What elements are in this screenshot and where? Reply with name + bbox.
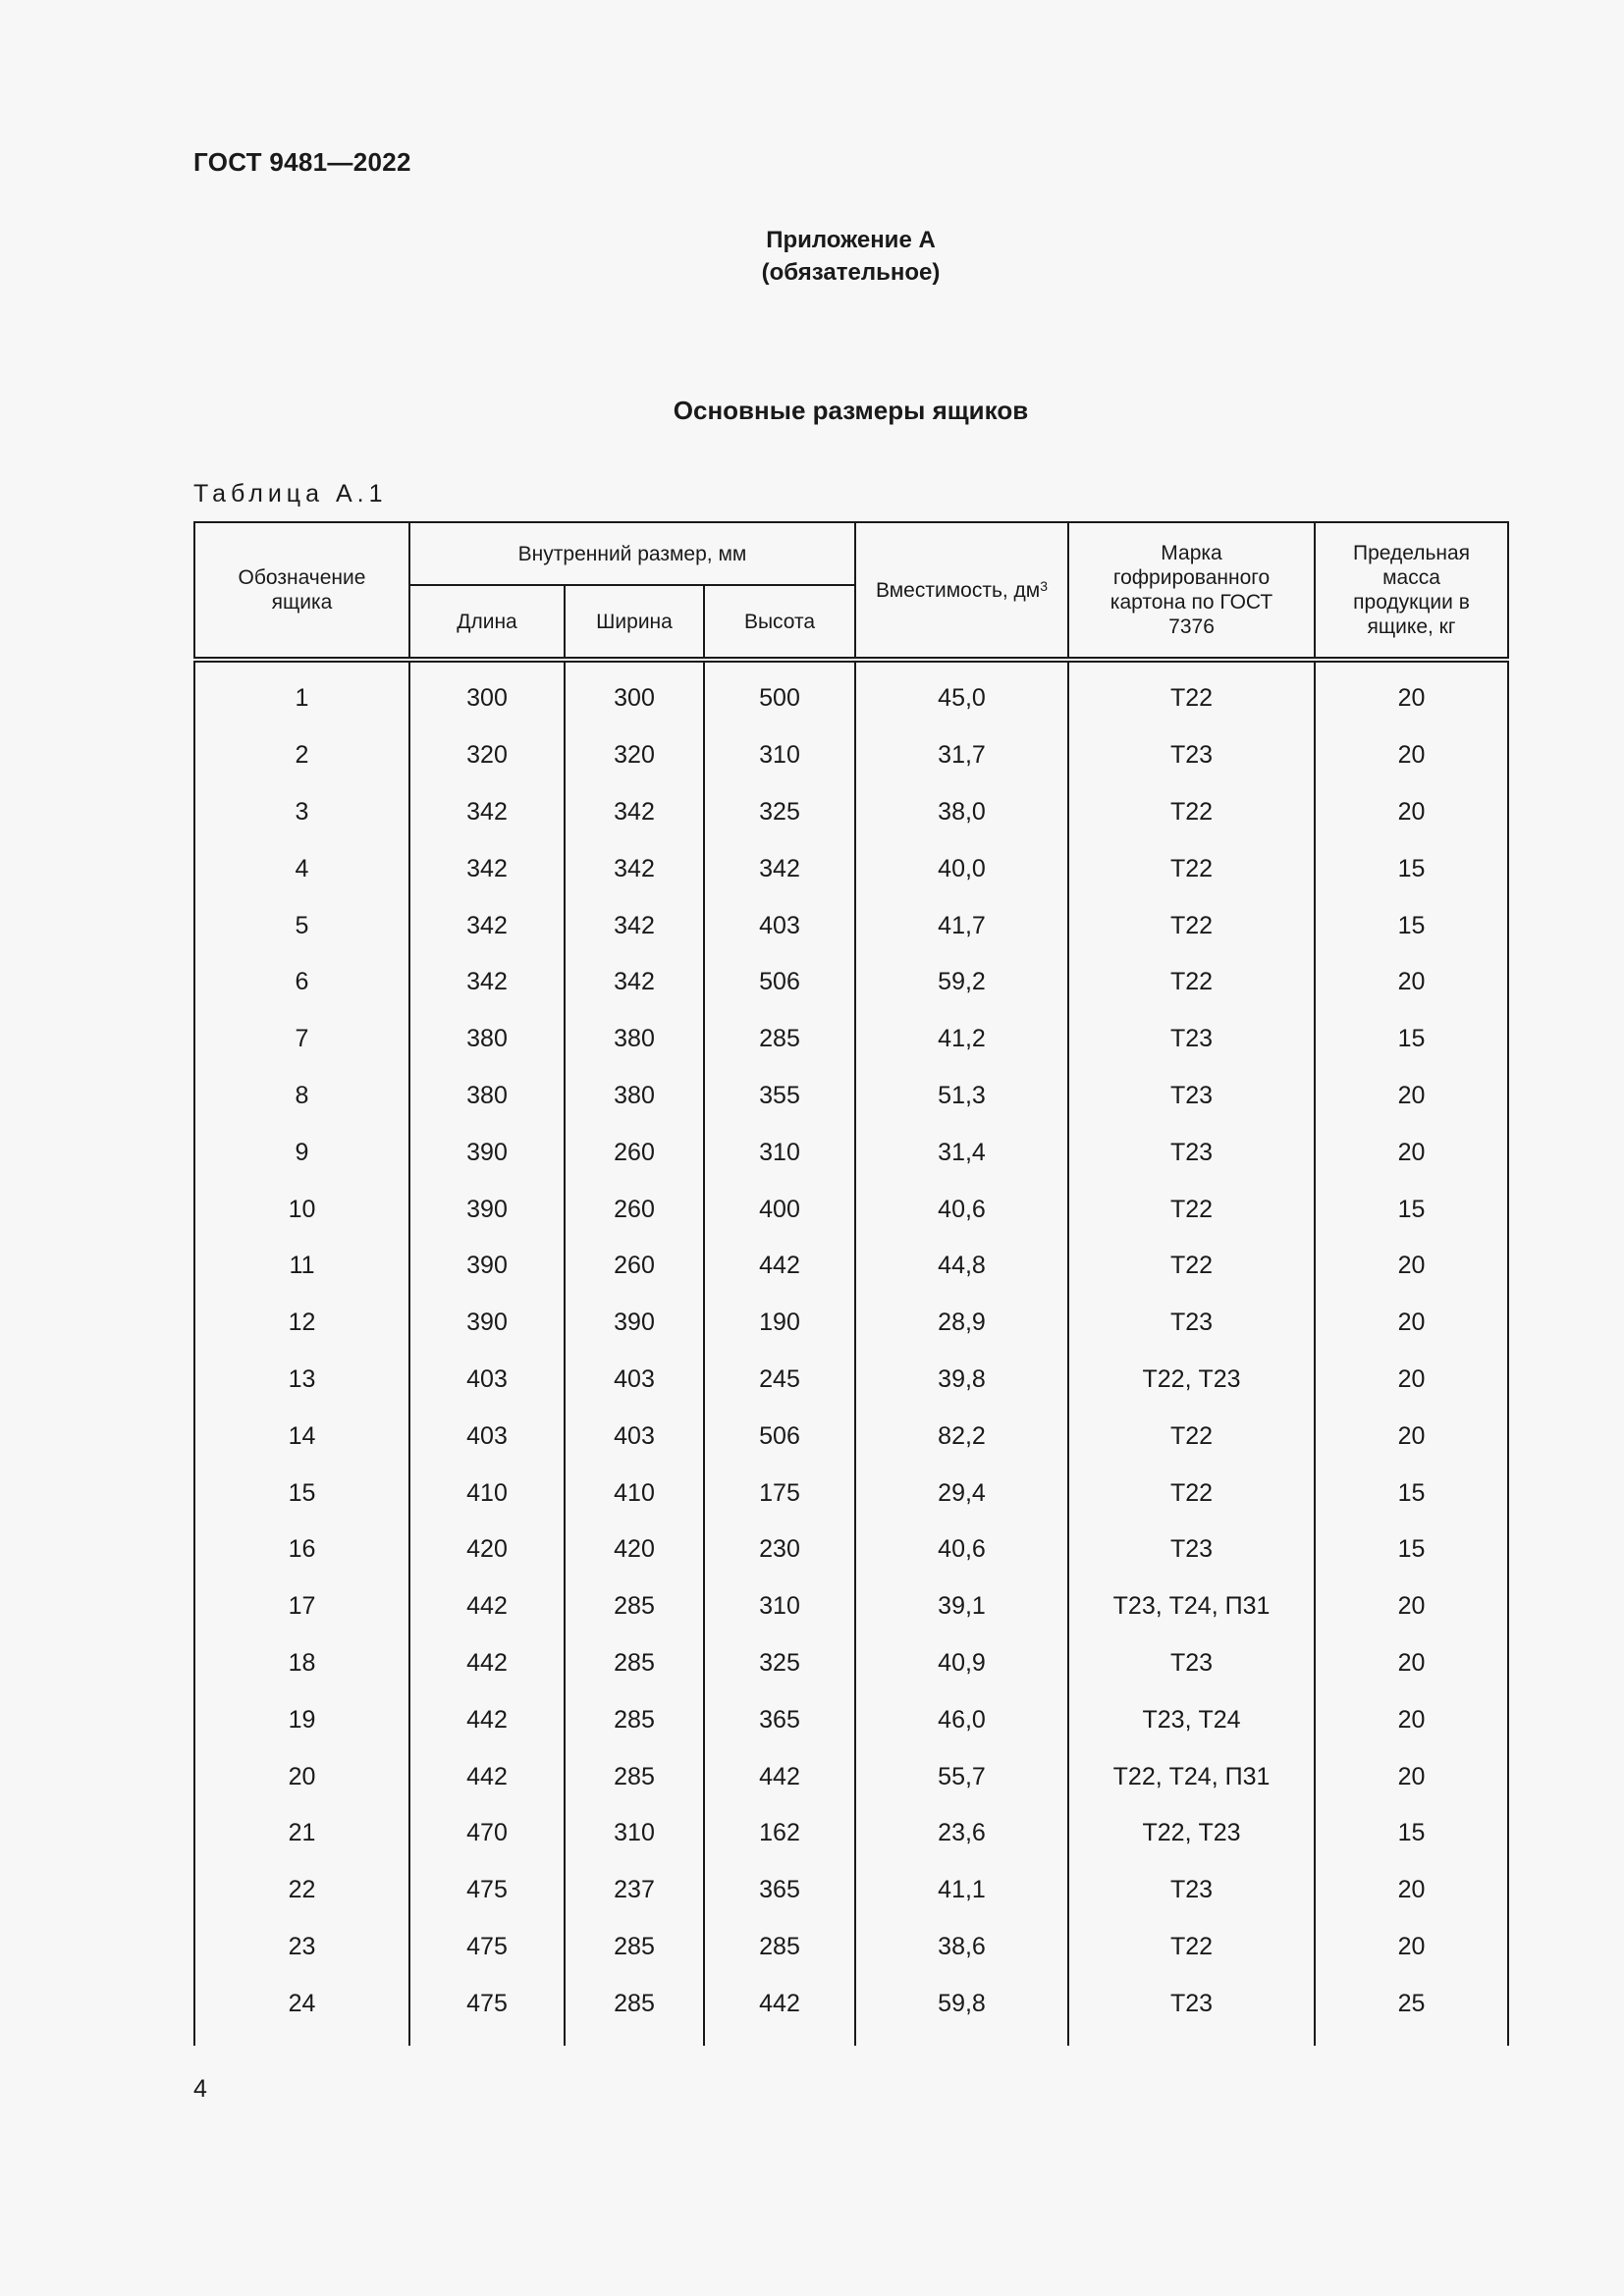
table-row — [194, 1862, 1508, 1919]
cell-length: 403 — [409, 1408, 565, 1465]
header-length: Длина — [409, 585, 565, 660]
cell-designation: 15 — [194, 1465, 409, 1522]
cell-height: 442 — [704, 1975, 855, 2046]
cell-capacity: 59,8 — [855, 1975, 1068, 2046]
cell-width: 403 — [565, 1352, 704, 1409]
cell-capacity: 40,0 — [855, 840, 1068, 897]
cell-length: 390 — [409, 1124, 565, 1181]
cell-length: 380 — [409, 1068, 565, 1125]
cell-height: 442 — [704, 1238, 855, 1295]
table-row — [194, 840, 1508, 897]
cell-width: 300 — [565, 660, 704, 727]
cell-height: 175 — [704, 1465, 855, 1522]
cell-grade: Т23, Т24 — [1068, 1691, 1315, 1748]
cell-width: 260 — [565, 1124, 704, 1181]
table-row — [194, 1635, 1508, 1692]
appendix-title: Приложение А — [766, 227, 936, 253]
cell-max-mass: 15 — [1315, 1181, 1508, 1238]
cell-length: 442 — [409, 1635, 565, 1692]
cell-max-mass: 15 — [1315, 897, 1508, 954]
cell-grade: Т22 — [1068, 1181, 1315, 1238]
table-row — [194, 1975, 1508, 2046]
cell-height: 506 — [704, 1408, 855, 1465]
cell-designation: 3 — [194, 784, 409, 841]
cell-designation: 19 — [194, 1691, 409, 1748]
cell-width: 420 — [565, 1522, 704, 1578]
cell-max-mass: 15 — [1315, 840, 1508, 897]
cell-height: 325 — [704, 784, 855, 841]
cell-width: 403 — [565, 1408, 704, 1465]
table-row — [194, 1295, 1508, 1352]
cell-capacity: 45,0 — [855, 660, 1068, 727]
cell-length: 470 — [409, 1805, 565, 1862]
cell-grade: Т23 — [1068, 1124, 1315, 1181]
table-row — [194, 1352, 1508, 1409]
cell-length: 475 — [409, 1919, 565, 1976]
cell-grade: Т22 — [1068, 954, 1315, 1011]
table-row — [194, 1578, 1508, 1635]
header-grade: Марка гофрированного картона по ГОСТ 7376 — [1068, 522, 1315, 660]
cell-width: 285 — [565, 1691, 704, 1748]
header-designation: Обозначение ящика — [194, 522, 409, 660]
cell-grade: Т22, Т23 — [1068, 1352, 1315, 1409]
cell-height: 285 — [704, 1919, 855, 1976]
box-dimensions-table — [193, 521, 1509, 2046]
table-header-row — [194, 522, 1508, 585]
cell-height: 245 — [704, 1352, 855, 1409]
cell-grade: Т22 — [1068, 784, 1315, 841]
cell-length: 300 — [409, 660, 565, 727]
cell-width: 285 — [565, 1578, 704, 1635]
table-row — [194, 954, 1508, 1011]
cell-length: 342 — [409, 840, 565, 897]
cell-capacity: 46,0 — [855, 1691, 1068, 1748]
cell-grade: Т23 — [1068, 1295, 1315, 1352]
cell-designation: 11 — [194, 1238, 409, 1295]
table-row — [194, 1465, 1508, 1522]
cell-grade: Т23 — [1068, 1011, 1315, 1068]
cell-capacity: 38,6 — [855, 1919, 1068, 1976]
header-inner-size: Внутренний размер, мм — [409, 522, 855, 585]
table-row — [194, 1068, 1508, 1125]
cell-max-mass: 15 — [1315, 1522, 1508, 1578]
cell-width: 320 — [565, 727, 704, 784]
cell-height: 355 — [704, 1068, 855, 1125]
cell-length: 442 — [409, 1748, 565, 1805]
cell-grade: Т23 — [1068, 1635, 1315, 1692]
cell-length: 342 — [409, 954, 565, 1011]
cell-grade: Т22 — [1068, 1465, 1315, 1522]
cell-grade: Т23, Т24, П31 — [1068, 1578, 1315, 1635]
cell-max-mass: 20 — [1315, 1068, 1508, 1125]
cell-length: 342 — [409, 897, 565, 954]
cell-max-mass: 20 — [1315, 727, 1508, 784]
cell-designation: 13 — [194, 1352, 409, 1409]
cell-designation: 23 — [194, 1919, 409, 1976]
cell-capacity: 39,1 — [855, 1578, 1068, 1635]
cell-designation: 6 — [194, 954, 409, 1011]
cell-height: 400 — [704, 1181, 855, 1238]
cell-designation: 20 — [194, 1748, 409, 1805]
cell-designation: 5 — [194, 897, 409, 954]
cell-length: 390 — [409, 1295, 565, 1352]
cell-height: 162 — [704, 1805, 855, 1862]
cell-max-mass: 20 — [1315, 784, 1508, 841]
cell-designation: 7 — [194, 1011, 409, 1068]
cell-capacity: 40,6 — [855, 1522, 1068, 1578]
cell-max-mass: 15 — [1315, 1805, 1508, 1862]
cell-width: 410 — [565, 1465, 704, 1522]
cell-designation: 14 — [194, 1408, 409, 1465]
cell-grade: Т23 — [1068, 1975, 1315, 2046]
cell-height: 342 — [704, 840, 855, 897]
cell-max-mass: 20 — [1315, 1578, 1508, 1635]
cell-max-mass: 20 — [1315, 1124, 1508, 1181]
cell-height: 310 — [704, 727, 855, 784]
cell-capacity: 28,9 — [855, 1295, 1068, 1352]
header-capacity-label: Вместимость, дм — [875, 578, 1041, 602]
cell-width: 310 — [565, 1805, 704, 1862]
cell-grade: Т22 — [1068, 897, 1315, 954]
cell-capacity: 29,4 — [855, 1465, 1068, 1522]
cell-length: 403 — [409, 1352, 565, 1409]
cell-designation: 18 — [194, 1635, 409, 1692]
cell-max-mass: 20 — [1315, 1408, 1508, 1465]
cell-length: 420 — [409, 1522, 565, 1578]
cell-max-mass: 20 — [1315, 1295, 1508, 1352]
cell-capacity: 40,6 — [855, 1181, 1068, 1238]
page-number: 4 — [193, 2075, 207, 2103]
table-row — [194, 1238, 1508, 1295]
cell-capacity: 38,0 — [855, 784, 1068, 841]
cell-max-mass: 15 — [1315, 1011, 1508, 1068]
cell-length: 390 — [409, 1181, 565, 1238]
table-row — [194, 1522, 1508, 1578]
cell-length: 390 — [409, 1238, 565, 1295]
cell-capacity: 31,7 — [855, 727, 1068, 784]
cell-capacity: 55,7 — [855, 1748, 1068, 1805]
cell-grade: Т23 — [1068, 1522, 1315, 1578]
header-height: Высота — [704, 585, 855, 660]
cell-max-mass: 20 — [1315, 1635, 1508, 1692]
cell-designation: 21 — [194, 1805, 409, 1862]
cell-height: 230 — [704, 1522, 855, 1578]
cell-height: 500 — [704, 660, 855, 727]
table-row — [194, 1748, 1508, 1805]
table-body — [194, 660, 1508, 2046]
cell-capacity: 41,1 — [855, 1862, 1068, 1919]
cell-max-mass: 20 — [1315, 660, 1508, 727]
cell-width: 285 — [565, 1748, 704, 1805]
box-dimensions-table-container — [193, 521, 1507, 2046]
cell-designation: 10 — [194, 1181, 409, 1238]
cell-length: 475 — [409, 1975, 565, 2046]
cell-height: 285 — [704, 1011, 855, 1068]
header-width: Ширина — [565, 585, 704, 660]
cell-designation: 16 — [194, 1522, 409, 1578]
cell-capacity: 44,8 — [855, 1238, 1068, 1295]
header-capacity-sup: 3 — [1040, 577, 1049, 594]
cell-width: 285 — [565, 1919, 704, 1976]
table-row — [194, 1124, 1508, 1181]
cell-width: 285 — [565, 1975, 704, 2046]
cell-width: 390 — [565, 1295, 704, 1352]
cell-max-mass: 20 — [1315, 1748, 1508, 1805]
cell-width: 342 — [565, 840, 704, 897]
cell-height: 310 — [704, 1124, 855, 1181]
cell-grade: Т22 — [1068, 660, 1315, 727]
cell-designation: 1 — [194, 660, 409, 727]
cell-grade: Т23 — [1068, 727, 1315, 784]
table-row — [194, 897, 1508, 954]
table-row — [194, 1181, 1508, 1238]
cell-max-mass: 20 — [1315, 1352, 1508, 1409]
cell-grade: Т22 — [1068, 1919, 1315, 1976]
cell-length: 342 — [409, 784, 565, 841]
table-row — [194, 784, 1508, 841]
cell-max-mass: 20 — [1315, 1691, 1508, 1748]
cell-length: 475 — [409, 1862, 565, 1919]
table-row — [194, 1691, 1508, 1748]
cell-capacity: 40,9 — [855, 1635, 1068, 1692]
cell-grade: Т22, Т24, П31 — [1068, 1748, 1315, 1805]
cell-designation: 8 — [194, 1068, 409, 1125]
cell-width: 342 — [565, 784, 704, 841]
cell-width: 380 — [565, 1068, 704, 1125]
header-capacity — [855, 522, 1068, 660]
cell-max-mass: 20 — [1315, 954, 1508, 1011]
cell-length: 320 — [409, 727, 565, 784]
cell-capacity: 51,3 — [855, 1068, 1068, 1125]
cell-designation: 4 — [194, 840, 409, 897]
cell-designation: 22 — [194, 1862, 409, 1919]
cell-length: 442 — [409, 1578, 565, 1635]
table-row — [194, 1011, 1508, 1068]
cell-width: 285 — [565, 1635, 704, 1692]
cell-height: 190 — [704, 1295, 855, 1352]
section-title: Основные размеры ящиков — [673, 396, 1029, 425]
appendix-heading — [0, 224, 1624, 289]
cell-length: 442 — [409, 1691, 565, 1748]
cell-length: 410 — [409, 1465, 565, 1522]
cell-width: 237 — [565, 1862, 704, 1919]
cell-max-mass: 25 — [1315, 1975, 1508, 2046]
table-row — [194, 1408, 1508, 1465]
cell-height: 365 — [704, 1691, 855, 1748]
cell-max-mass: 20 — [1315, 1862, 1508, 1919]
table-row — [194, 1919, 1508, 1976]
header-max-mass: Предельная масса продукции в ящике, кг — [1315, 522, 1508, 660]
cell-height: 506 — [704, 954, 855, 1011]
cell-grade: Т23 — [1068, 1862, 1315, 1919]
cell-capacity: 31,4 — [855, 1124, 1068, 1181]
table-label: Таблица А.1 — [193, 480, 388, 507]
cell-width: 260 — [565, 1181, 704, 1238]
cell-height: 310 — [704, 1578, 855, 1635]
cell-width: 342 — [565, 954, 704, 1011]
table-row — [194, 1805, 1508, 1862]
cell-designation: 24 — [194, 1975, 409, 2046]
appendix-type: (обязательное) — [761, 259, 941, 286]
cell-height: 403 — [704, 897, 855, 954]
cell-capacity: 59,2 — [855, 954, 1068, 1011]
table-row — [194, 727, 1508, 784]
cell-capacity: 23,6 — [855, 1805, 1068, 1862]
cell-capacity: 41,7 — [855, 897, 1068, 954]
cell-max-mass: 20 — [1315, 1238, 1508, 1295]
cell-grade: Т23 — [1068, 1068, 1315, 1125]
cell-height: 442 — [704, 1748, 855, 1805]
cell-grade: Т22, Т23 — [1068, 1805, 1315, 1862]
cell-designation: 2 — [194, 727, 409, 784]
cell-max-mass: 15 — [1315, 1465, 1508, 1522]
cell-grade: Т22 — [1068, 1238, 1315, 1295]
cell-capacity: 41,2 — [855, 1011, 1068, 1068]
cell-designation: 17 — [194, 1578, 409, 1635]
cell-length: 380 — [409, 1011, 565, 1068]
cell-grade: Т22 — [1068, 840, 1315, 897]
cell-capacity: 39,8 — [855, 1352, 1068, 1409]
cell-designation: 9 — [194, 1124, 409, 1181]
cell-grade: Т22 — [1068, 1408, 1315, 1465]
cell-width: 342 — [565, 897, 704, 954]
cell-height: 325 — [704, 1635, 855, 1692]
cell-height: 365 — [704, 1862, 855, 1919]
cell-max-mass: 20 — [1315, 1919, 1508, 1976]
table-row — [194, 660, 1508, 727]
cell-width: 260 — [565, 1238, 704, 1295]
cell-capacity: 82,2 — [855, 1408, 1068, 1465]
standard-id: ГОСТ 9481—2022 — [193, 147, 411, 177]
cell-width: 380 — [565, 1011, 704, 1068]
cell-designation: 12 — [194, 1295, 409, 1352]
